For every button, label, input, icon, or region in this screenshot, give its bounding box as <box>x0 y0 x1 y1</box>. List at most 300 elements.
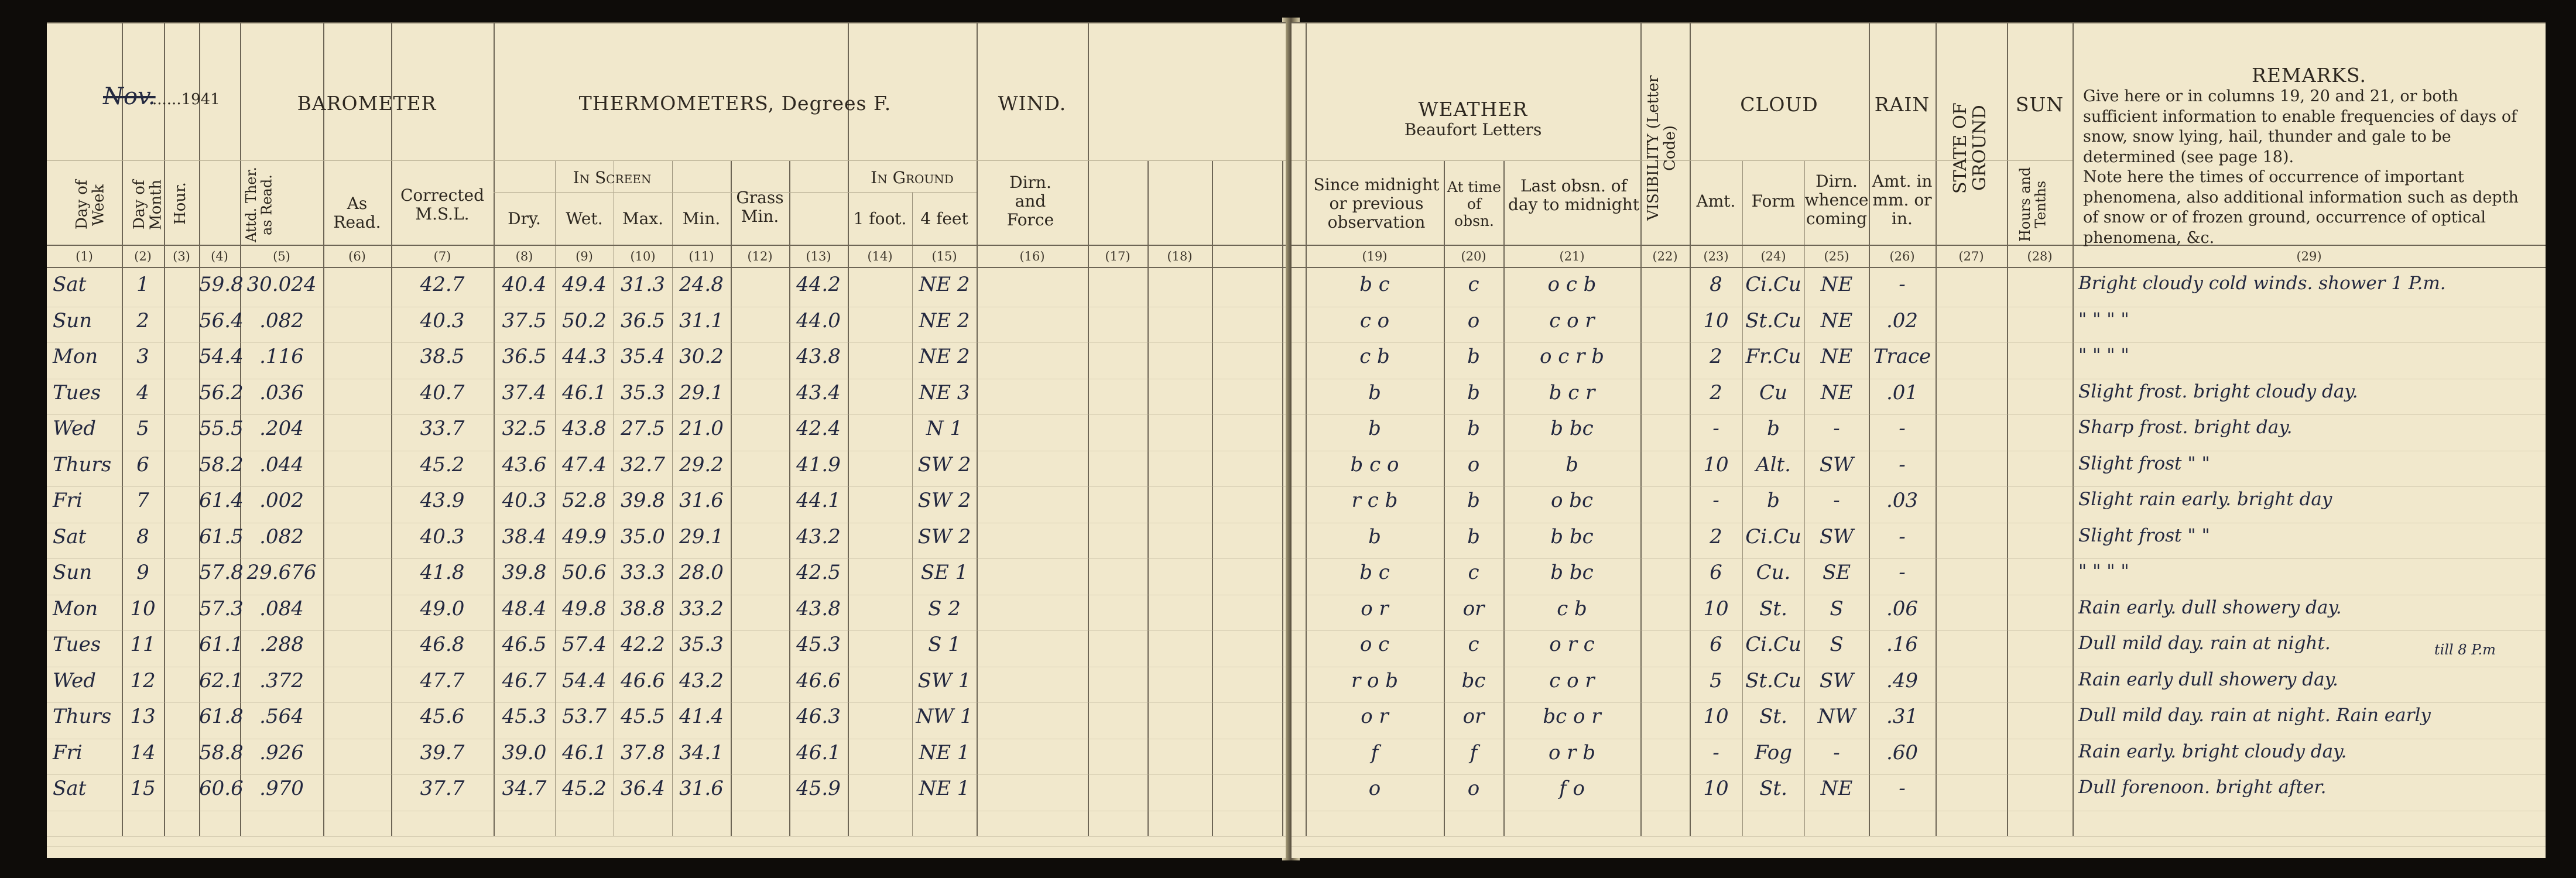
cell-remark: Rain early. dull showery day. <box>2078 596 2342 618</box>
cell-remark: Dull mild day. rain at night. Rain early <box>2078 705 2431 726</box>
cell-form: Fr.Cu <box>1745 345 1801 368</box>
cell-amt: - <box>1712 489 1719 512</box>
cell-max: 44.3 <box>562 345 607 368</box>
cell-attd: 61.1 <box>199 633 244 656</box>
remarks-header: REMARKS. <box>2252 64 2366 87</box>
cell-at: or <box>1462 705 1485 728</box>
barometer-header: BAROMETER <box>297 92 437 115</box>
cell-remark: Dull forenoon. bright after. <box>2078 777 2327 798</box>
min-header: Min. <box>682 209 721 228</box>
cell-since: o <box>1368 777 1381 800</box>
cell-attd: 61.8 <box>199 705 244 728</box>
cell-amt: 2 <box>1710 524 1722 548</box>
day-of-week-header: Day of Week <box>73 180 108 230</box>
cell-grass: 31.1 <box>679 308 724 332</box>
cell-min: 27.5 <box>621 417 665 440</box>
cell-rain: .01 <box>1886 380 1919 404</box>
cell-at: o <box>1467 452 1480 476</box>
cloud-form-header: Form <box>1751 191 1796 211</box>
cell-read: .288 <box>259 633 304 656</box>
cell-dirn: - <box>1833 417 1840 440</box>
cell-ft1: 43.8 <box>796 345 841 368</box>
row-rule <box>47 414 1286 415</box>
cell-form: Ci.Cu <box>1745 633 1801 656</box>
cell-max: 50.2 <box>562 308 607 332</box>
row-rule <box>47 342 1286 343</box>
cell-last: b bc <box>1550 417 1594 440</box>
in-screen-header: In Screen <box>573 168 652 187</box>
cell-read: .044 <box>259 452 304 476</box>
column-number: (12) <box>747 249 773 263</box>
cell-amt: 6 <box>1710 561 1722 584</box>
cell-dirn: NE <box>1820 273 1853 296</box>
cell-wet: 39.0 <box>502 740 547 764</box>
column-number: (17) <box>1105 249 1131 263</box>
date-month: Nov. <box>103 83 156 110</box>
cell-last: o r b <box>1548 740 1596 764</box>
cell-rain: - <box>1899 524 1906 548</box>
column-number: (4) <box>211 249 228 263</box>
cell-min: 31.3 <box>621 273 665 296</box>
cell-rain: - <box>1899 452 1906 476</box>
cell-wet: 36.5 <box>502 345 547 368</box>
beaufort-header: Beaufort Letters <box>1404 120 1542 139</box>
cell-since: b <box>1368 380 1381 404</box>
cell-ft1: 41.9 <box>796 452 841 476</box>
cell-dow: Thurs <box>53 452 112 476</box>
cell-wind: SE 1 <box>920 561 968 584</box>
cell-grass: 34.1 <box>679 740 724 764</box>
cell-wind: NE 1 <box>919 777 970 800</box>
cell-rain: - <box>1899 777 1906 800</box>
column-number: (23) <box>1703 249 1729 263</box>
cell-read: .082 <box>259 524 304 548</box>
cell-remark: " " " " <box>2078 561 2129 582</box>
cell-form: Ci.Cu <box>1745 273 1801 296</box>
cell-wet: 46.7 <box>502 668 547 692</box>
cell-amt: - <box>1712 417 1719 440</box>
cell-wind: SW 1 <box>917 668 971 692</box>
cell-read: 30.024 <box>246 273 317 296</box>
cell-max: 46.1 <box>562 380 607 404</box>
cell-since: f <box>1371 740 1379 764</box>
column-number: (21) <box>1559 249 1585 263</box>
cell-dom: 1 <box>136 273 149 296</box>
cell-dow: Fri <box>53 489 83 512</box>
cell-since: b <box>1368 524 1381 548</box>
cell-dom: 6 <box>136 452 149 476</box>
column-number: (7) <box>433 249 451 263</box>
cell-form: St.Cu <box>1745 308 1801 332</box>
cell-ft1: 42.4 <box>796 417 841 440</box>
cell-wind: SW 2 <box>917 452 971 476</box>
cell-wet: 39.8 <box>502 561 547 584</box>
cell-remark: Slight frost " " <box>2078 524 2210 546</box>
cell-rain: .16 <box>1886 633 1919 656</box>
cell-dirn: S <box>1830 596 1844 620</box>
dirn-force-header: Dirn. and Force <box>1006 173 1054 230</box>
row-rule <box>1292 774 2546 775</box>
cloud-amt-header: Amt. <box>1696 191 1736 211</box>
cell-dirn: - <box>1833 489 1840 512</box>
cell-remark: Bright cloudy cold winds. shower 1 P.m. <box>2078 273 2446 294</box>
cell-at: c <box>1468 561 1479 584</box>
cloud-header: CLOUD <box>1740 93 1818 116</box>
cell-ft1: 43.4 <box>796 380 841 404</box>
cell-at: b <box>1467 489 1480 512</box>
cell-wind: SW 2 <box>917 489 971 512</box>
cell-attd: 61.5 <box>199 524 244 548</box>
last-obs-header: Last obsn. of day to midnight <box>1508 176 1639 215</box>
cell-rain: .03 <box>1886 489 1919 512</box>
cell-ft1: 43.2 <box>796 524 841 548</box>
row-rule <box>47 558 1286 559</box>
cell-max: 54.4 <box>562 668 607 692</box>
cell-max: 52.8 <box>562 489 607 512</box>
cell-attd: 57.8 <box>199 561 244 584</box>
cell-at: f <box>1469 740 1478 764</box>
cell-grass: 33.2 <box>679 596 724 620</box>
cell-dry: 45.6 <box>420 705 465 728</box>
cell-grass: 31.6 <box>679 777 724 800</box>
cell-attd: 54.4 <box>199 345 244 368</box>
cell-form: St. <box>1759 596 1787 620</box>
cell-dow: Thurs <box>53 705 112 728</box>
cell-since: o r <box>1361 596 1389 620</box>
cell-dow: Fri <box>53 740 83 764</box>
side-note: till 8 P.m <box>2434 642 2496 658</box>
cell-dom: 7 <box>136 489 149 512</box>
cell-dirn: SE <box>1822 561 1851 584</box>
cell-rain: .60 <box>1886 740 1919 764</box>
cell-dirn: SW <box>1819 524 1854 548</box>
cell-last: c b <box>1557 596 1587 620</box>
cell-dom: 12 <box>130 668 156 692</box>
cell-dow: Mon <box>53 596 98 620</box>
cell-min: 35.4 <box>621 345 665 368</box>
cell-wet: 43.6 <box>502 452 547 476</box>
cell-remark: Dull mild day. rain at night. <box>2078 633 2331 654</box>
cell-dom: 14 <box>130 740 156 764</box>
row-rule <box>1292 486 2546 487</box>
cell-attd: 57.3 <box>199 596 244 620</box>
column-number: (20) <box>1461 249 1486 263</box>
thermometers-header: THERMOMETERS, Degrees F. <box>578 92 892 115</box>
cell-max: 49.4 <box>562 273 607 296</box>
row-rule <box>47 702 1286 703</box>
row-rule <box>1292 414 2546 415</box>
cell-min: 35.3 <box>621 380 665 404</box>
cell-amt: 10 <box>1703 452 1729 476</box>
cell-max: 46.1 <box>562 740 607 764</box>
grass-min-header: Grass Min. <box>736 188 784 227</box>
cell-since: c o <box>1359 308 1390 332</box>
cell-read: .926 <box>259 740 304 764</box>
cell-at: o <box>1467 777 1480 800</box>
as-read-header: As Read. <box>333 194 381 232</box>
cell-dirn: SW <box>1819 668 1854 692</box>
cell-read: .036 <box>259 380 304 404</box>
right-page <box>1292 22 2546 858</box>
cell-min: 36.4 <box>621 777 665 800</box>
cell-amt: 6 <box>1710 633 1722 656</box>
cell-dom: 5 <box>136 417 149 440</box>
cell-ft1: 46.6 <box>796 668 841 692</box>
column-number: (3) <box>173 249 190 263</box>
dry-header: Dry. <box>508 209 541 228</box>
cell-grass: 21.0 <box>679 417 724 440</box>
cell-grass: 43.2 <box>679 668 724 692</box>
cell-rain: - <box>1899 417 1906 440</box>
cell-dow: Wed <box>53 417 97 440</box>
cell-last: b <box>1566 452 1578 476</box>
cell-attd: 56.4 <box>199 308 244 332</box>
cell-form: Cu <box>1759 380 1787 404</box>
cell-dow: Sun <box>53 561 93 584</box>
cell-dry: 49.0 <box>420 596 465 620</box>
column-number: (18) <box>1167 249 1193 263</box>
cell-at: b <box>1467 524 1480 548</box>
cell-at: or <box>1462 596 1485 620</box>
cell-last: f o <box>1559 777 1585 800</box>
remarks-instructions-1: Give here or in columns 19, 20 and 21, or both sufficient information to enable frequencies of days of snow, snow lying, hail, thunder and gale to be determined (see page 18). <box>2083 87 2517 166</box>
cell-form: Alt. <box>1756 452 1791 476</box>
cell-dry: 33.7 <box>420 417 465 440</box>
cell-remark: " " " " <box>2078 345 2129 366</box>
column-number: (28) <box>2027 249 2053 263</box>
cell-form: St.Cu <box>1745 668 1801 692</box>
cell-grass: 29.1 <box>679 380 724 404</box>
cell-since: r o b <box>1351 668 1399 692</box>
cell-wind: SW 2 <box>917 524 971 548</box>
cell-dry: 39.7 <box>420 740 465 764</box>
cell-dry: 42.7 <box>420 273 465 296</box>
cell-max: 50.6 <box>562 561 607 584</box>
cell-grass: 30.2 <box>679 345 724 368</box>
cell-rain: .02 <box>1886 308 1919 332</box>
row-rule <box>1292 558 2546 559</box>
cell-dow: Tues <box>53 380 101 404</box>
cell-dom: 15 <box>130 777 156 800</box>
cell-grass: 29.1 <box>679 524 724 548</box>
cell-dry: 47.7 <box>420 668 465 692</box>
row-rule <box>1292 846 2546 847</box>
cell-attd: 59.8 <box>199 273 244 296</box>
cell-rain: - <box>1899 273 1906 296</box>
cell-at: b <box>1467 417 1480 440</box>
cell-last: o c b <box>1547 273 1597 296</box>
cell-since: c b <box>1359 345 1390 368</box>
attd-ther-header: Attd. Ther. as Read. <box>243 167 275 243</box>
row-rule <box>1292 342 2546 343</box>
cell-since: o r <box>1361 705 1389 728</box>
cell-at: bc <box>1461 668 1486 692</box>
in-ground-header: In Ground <box>871 168 954 187</box>
cell-max: 43.8 <box>562 417 607 440</box>
cell-wind: NE 2 <box>919 273 970 296</box>
row-rule <box>47 846 1286 847</box>
cell-remark: Slight frost " " <box>2078 452 2210 474</box>
cell-wind: NW 1 <box>916 705 973 728</box>
cell-amt: 10 <box>1703 705 1729 728</box>
cell-amt: - <box>1712 740 1719 764</box>
cell-ft1: 43.8 <box>796 596 841 620</box>
row-rule <box>47 774 1286 775</box>
cell-ft1: 44.2 <box>796 273 841 296</box>
cell-last: c o r <box>1549 668 1595 692</box>
cell-remark: Slight rain early. bright day <box>2078 489 2332 510</box>
cell-remark: Rain early dull showery day. <box>2078 668 2338 690</box>
cell-dom: 11 <box>130 633 156 656</box>
cell-dry: 43.9 <box>420 489 465 512</box>
cell-min: 36.5 <box>621 308 665 332</box>
sun-header: SUN <box>2015 93 2064 116</box>
cell-attd: 58.2 <box>199 452 244 476</box>
cell-wet: 40.4 <box>502 273 547 296</box>
cell-dry: 46.8 <box>420 633 465 656</box>
cell-dow: Sat <box>53 524 87 548</box>
four-feet-header: 4 feet <box>920 209 968 228</box>
cell-min: 39.8 <box>621 489 665 512</box>
cell-rain: - <box>1899 561 1906 584</box>
cell-max: 57.4 <box>562 633 607 656</box>
cell-attd: 61.4 <box>199 489 244 512</box>
cell-read: .082 <box>259 308 304 332</box>
cell-form: St. <box>1759 777 1787 800</box>
cell-dirn: NE <box>1820 777 1853 800</box>
cell-wet: 38.4 <box>502 524 547 548</box>
cell-rain: Trace <box>1873 345 1931 368</box>
wind-header: WIND. <box>998 92 1067 115</box>
column-number: (9) <box>576 249 593 263</box>
column-number: (24) <box>1760 249 1786 263</box>
one-foot-header: 1 foot. <box>853 209 907 228</box>
cell-wet: 32.5 <box>502 417 547 440</box>
hours-tenths-header: Hours and Tenths <box>2017 167 2049 242</box>
cell-max: 53.7 <box>562 705 607 728</box>
cell-since: b <box>1368 417 1381 440</box>
column-number: (6) <box>348 249 366 263</box>
cell-dirn: NE <box>1820 380 1853 404</box>
rain-header: RAIN <box>1874 93 1930 116</box>
cell-amt: 2 <box>1710 380 1722 404</box>
cell-attd: 62.1 <box>199 668 244 692</box>
cell-attd: 55.5 <box>199 417 244 440</box>
cell-form: Ci.Cu <box>1745 524 1801 548</box>
cell-wet: 34.7 <box>502 777 547 800</box>
corrected-msl-header: Corrected M.S.L. <box>400 186 485 224</box>
cell-dirn: S <box>1830 633 1844 656</box>
cell-dry: 40.3 <box>420 308 465 332</box>
cell-wet: 37.5 <box>502 308 547 332</box>
row-rule <box>47 630 1286 631</box>
cell-attd: 56.2 <box>199 380 244 404</box>
cell-dirn: NW <box>1817 705 1856 728</box>
cell-since: o c <box>1359 633 1390 656</box>
cell-dirn: NE <box>1820 308 1853 332</box>
cell-ft1: 46.1 <box>796 740 841 764</box>
cell-read: .564 <box>259 705 304 728</box>
date-year: ......1941 <box>152 91 220 108</box>
cell-dom: 4 <box>136 380 149 404</box>
column-number: (26) <box>1889 249 1915 263</box>
cell-min: 46.6 <box>621 668 665 692</box>
weather-header: WEATHER <box>1418 98 1528 121</box>
state-of-ground-header: STATE OF GROUND <box>1950 102 1990 194</box>
cell-remark: Sharp frost. bright day. <box>2078 417 2293 438</box>
cell-read: .116 <box>259 345 304 368</box>
at-time-header: At time of obsn. <box>1447 179 1502 229</box>
cell-max: 49.8 <box>562 596 607 620</box>
cell-dom: 10 <box>130 596 156 620</box>
cell-dry: 45.2 <box>420 452 465 476</box>
cell-last: o r c <box>1549 633 1595 656</box>
column-number: (8) <box>515 249 533 263</box>
cell-min: 42.2 <box>621 633 665 656</box>
column-number: (5) <box>273 249 290 263</box>
rain-amt-header: Amt. in mm. or in. <box>1872 172 1933 229</box>
column-number: (25) <box>1824 249 1849 263</box>
cell-dow: Sat <box>53 273 87 296</box>
cell-last: o bc <box>1550 489 1594 512</box>
cell-rain: .06 <box>1886 596 1919 620</box>
max-header: Max. <box>622 209 664 228</box>
cell-min: 38.8 <box>621 596 665 620</box>
cell-dow: Tues <box>53 633 101 656</box>
cell-ft1: 45.9 <box>796 777 841 800</box>
visibility-header: VISIBILITY (Letter Code) <box>1645 75 1679 221</box>
cell-dirn: SW <box>1819 452 1854 476</box>
column-number: (16) <box>1019 249 1045 263</box>
cell-dry: 38.5 <box>420 345 465 368</box>
cell-wind: NE 3 <box>919 380 970 404</box>
cell-at: c <box>1468 273 1479 296</box>
column-number: (15) <box>931 249 957 263</box>
cell-at: o <box>1467 308 1480 332</box>
since-midnight-header: Since midnight or previous observation <box>1313 175 1440 232</box>
cell-dom: 13 <box>130 705 156 728</box>
cell-wet: 37.4 <box>502 380 547 404</box>
cell-ft1: 45.3 <box>796 633 841 656</box>
column-number: (2) <box>134 249 152 263</box>
left-page <box>47 22 1286 858</box>
cell-at: b <box>1467 380 1480 404</box>
cell-dirn: NE <box>1820 345 1853 368</box>
column-number: (11) <box>688 249 714 263</box>
cell-wet: 46.5 <box>502 633 547 656</box>
cell-read: .970 <box>259 777 304 800</box>
cell-dow: Sat <box>53 777 87 800</box>
cloud-dirn-header: Dirn. whence coming <box>1804 172 1869 229</box>
row-rule <box>47 486 1286 487</box>
cell-wind: NE 2 <box>919 345 970 368</box>
column-number: (1) <box>76 249 93 263</box>
cell-dry: 41.8 <box>420 561 465 584</box>
cell-last: o c r b <box>1540 345 1604 368</box>
cell-form: St. <box>1759 705 1787 728</box>
cell-grass: 35.3 <box>679 633 724 656</box>
cell-form: b <box>1767 417 1780 440</box>
column-number: (22) <box>1652 249 1678 263</box>
column-number: (29) <box>2296 249 2322 263</box>
cell-wind: N 1 <box>926 417 963 440</box>
cell-at: c <box>1468 633 1479 656</box>
cell-dry: 40.3 <box>420 524 465 548</box>
cell-last: b bc <box>1550 561 1594 584</box>
cell-min: 33.3 <box>621 561 665 584</box>
cell-amt: 10 <box>1703 777 1729 800</box>
day-of-month-header: Day of Month <box>131 179 165 231</box>
